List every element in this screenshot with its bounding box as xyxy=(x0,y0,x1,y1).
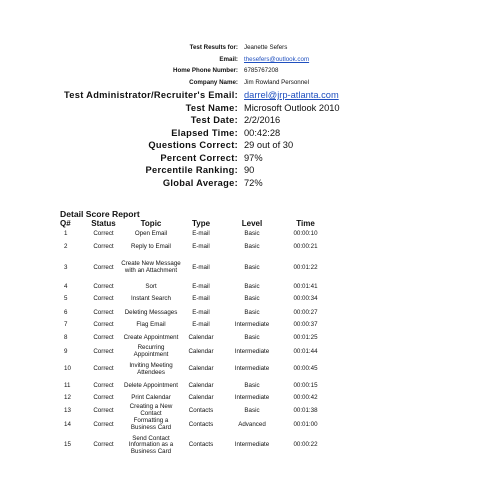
cell-type: Calendar xyxy=(188,394,214,402)
cell-q: 5 xyxy=(64,295,68,303)
table-row xyxy=(60,331,328,345)
summary-row xyxy=(0,115,495,128)
summary-label: Test Date: xyxy=(190,115,238,125)
cell-level: Intermediate xyxy=(234,394,270,402)
summary-row xyxy=(0,178,495,191)
summary-row xyxy=(0,90,495,103)
summary-value: 90 xyxy=(244,165,255,175)
cell-status: Correct xyxy=(93,308,114,316)
header-time: Time xyxy=(296,219,315,228)
table-row xyxy=(60,432,328,459)
summary-row xyxy=(0,103,495,116)
cell-status: Correct xyxy=(93,321,114,329)
table-row xyxy=(60,393,328,404)
cell-type: Calendar xyxy=(188,347,214,355)
cell-level: Basic xyxy=(244,295,260,303)
cell-status: Correct xyxy=(93,263,114,271)
summary-row xyxy=(0,44,495,56)
email-link[interactable]: thesefers@outlook.com xyxy=(244,55,310,63)
summary-value: 00:42:28 xyxy=(244,127,281,138)
table-row xyxy=(60,240,328,254)
cell-topic: Recurring Appointment xyxy=(133,344,169,358)
cell-q: 8 xyxy=(64,333,68,341)
cell-level: Basic xyxy=(244,283,260,291)
cell-time: 00:00:37 xyxy=(293,321,318,329)
summary-label: Test Results for: xyxy=(189,44,238,51)
cell-topic: Formatting a Business Card xyxy=(130,417,172,431)
summary-row xyxy=(0,140,495,153)
table-row xyxy=(60,418,328,432)
cell-time: 00:00:15 xyxy=(293,382,318,390)
cell-status: Correct xyxy=(93,441,114,449)
cell-topic: Print Calendar xyxy=(131,394,171,402)
header-status: Status xyxy=(91,219,116,228)
cell-status: Correct xyxy=(93,283,114,291)
summary-row xyxy=(0,128,495,141)
cell-time: 00:00:27 xyxy=(293,308,318,316)
summary-label: Global Average: xyxy=(162,177,238,188)
cell-level: Intermediate xyxy=(234,347,270,355)
detail-table-header xyxy=(60,218,328,229)
summary-row xyxy=(0,153,495,166)
table-row xyxy=(60,229,328,240)
cell-time: 00:01:41 xyxy=(293,283,318,291)
cell-status: Correct xyxy=(93,347,114,355)
header-type: Type xyxy=(191,219,211,228)
summary-value: 2/2/2016 xyxy=(244,115,281,125)
cell-q: 6 xyxy=(64,308,68,316)
cell-type: E-mail xyxy=(192,308,210,316)
cell-type: Calendar xyxy=(188,333,214,341)
cell-topic: Flag Email xyxy=(136,321,166,329)
cell-q: 9 xyxy=(64,347,68,355)
table-row xyxy=(60,254,328,282)
table-row xyxy=(60,380,328,393)
header-topic: Topic xyxy=(140,219,162,228)
cell-status: Correct xyxy=(93,365,114,373)
cell-type: Calendar xyxy=(188,382,214,390)
cell-topic: Create New Message with an Attachment xyxy=(121,260,181,274)
cell-time: 00:01:25 xyxy=(293,333,318,341)
summary-label: Questions Correct: xyxy=(148,140,238,150)
cell-type: E-mail xyxy=(192,321,210,329)
cell-q: 4 xyxy=(64,283,68,291)
cell-level: Intermediate xyxy=(234,365,270,373)
header-q: Q# xyxy=(60,219,71,228)
cell-level: Basic xyxy=(244,308,260,316)
table-row xyxy=(60,306,328,320)
header-level: Level xyxy=(241,219,263,228)
cell-topic: Delete Appointment xyxy=(123,382,178,390)
cell-time: 00:01:44 xyxy=(293,347,318,355)
cell-status: Correct xyxy=(93,295,114,303)
cell-level: Intermediate xyxy=(234,441,270,449)
cell-status: Correct xyxy=(93,230,114,238)
table-row xyxy=(60,404,328,418)
cell-type: Contacts xyxy=(188,406,214,414)
cell-time: 00:01:22 xyxy=(293,263,318,271)
cell-type: E-mail xyxy=(192,295,210,303)
cell-topic: Creating a New Contact xyxy=(129,403,173,417)
cell-status: Correct xyxy=(93,420,114,428)
cell-topic: Deleting Messages xyxy=(124,308,178,316)
summary-value: 29 out of 30 xyxy=(244,140,294,150)
cell-type: Contacts xyxy=(188,420,214,428)
table-row xyxy=(60,293,328,306)
cell-status: Correct xyxy=(93,242,114,250)
cell-time: 00:00:42 xyxy=(293,394,318,402)
cell-level: Intermediate xyxy=(234,321,270,329)
cell-q: 11 xyxy=(64,382,71,390)
cell-status: Correct xyxy=(93,394,114,402)
cell-time: 00:00:34 xyxy=(293,295,318,303)
summary-value: Microsoft Outlook 2010 xyxy=(244,102,340,113)
cell-level: Basic xyxy=(244,263,260,271)
cell-status: Correct xyxy=(93,382,114,390)
summary-label: Percentile Ranking: xyxy=(145,165,238,175)
cell-topic: Open Email xyxy=(134,230,168,238)
cell-q: 12 xyxy=(64,394,71,402)
cell-status: Correct xyxy=(93,406,114,414)
summary-label: Company Name: xyxy=(189,78,238,86)
cell-time: 00:01:00 xyxy=(293,420,318,428)
summary-value: Jim Rowland Personnel xyxy=(244,78,309,86)
cell-level: Basic xyxy=(244,333,260,341)
cell-q: 13 xyxy=(64,406,71,414)
summary-block xyxy=(0,44,495,190)
cell-topic: Instant Search xyxy=(131,295,171,303)
cell-type: E-mail xyxy=(192,230,210,238)
cell-q: 2 xyxy=(64,242,68,250)
cell-topic: Create Appointment xyxy=(123,333,179,341)
cell-time: 00:00:45 xyxy=(293,365,318,373)
cell-q: 7 xyxy=(64,321,68,329)
table-row xyxy=(60,359,328,380)
cell-topic: Reply to Email xyxy=(131,242,171,250)
cell-q: 14 xyxy=(64,420,71,428)
summary-label: Home Phone Number: xyxy=(173,67,238,74)
detail-score-table xyxy=(60,218,328,459)
summary-value: Jeanette Sefers xyxy=(244,44,288,51)
summary-value: 6785767208 xyxy=(244,67,279,74)
cell-time: 00:00:22 xyxy=(293,441,318,449)
summary-row xyxy=(0,67,495,79)
cell-type: E-mail xyxy=(192,283,210,291)
table-row xyxy=(60,282,328,293)
summary-row xyxy=(0,56,495,68)
detail-report-title: Detail Score Report xyxy=(60,209,140,219)
cell-time: 00:00:21 xyxy=(293,242,318,250)
cell-q: 10 xyxy=(64,365,71,373)
cell-time: 00:00:10 xyxy=(293,230,318,238)
summary-row xyxy=(0,165,495,178)
summary-value: 97% xyxy=(244,152,263,163)
summary-row xyxy=(0,79,495,91)
cell-type: Calendar xyxy=(188,365,214,373)
cell-topic: Send Contact Information as a Business Card xyxy=(128,434,174,455)
cell-level: Advanced xyxy=(238,420,266,428)
summary-value: 72% xyxy=(244,177,263,188)
cell-topic: Sort xyxy=(145,283,157,291)
cell-level: Basic xyxy=(244,406,260,414)
cell-q: 3 xyxy=(64,263,68,271)
cell-type: E-mail xyxy=(192,242,210,250)
summary-label: Email: xyxy=(219,55,238,63)
cell-level: Basic xyxy=(244,230,260,238)
table-row xyxy=(60,320,328,331)
table-row xyxy=(60,345,328,359)
summary-label: Test Name: xyxy=(185,102,238,113)
cell-level: Basic xyxy=(244,242,260,250)
email-link[interactable]: darrel@jrp-atlanta.com xyxy=(244,90,339,100)
cell-level: Basic xyxy=(244,382,260,390)
cell-status: Correct xyxy=(93,333,114,341)
cell-topic: Inviting Meeting Attendees xyxy=(129,361,173,376)
cell-q: 1 xyxy=(64,230,68,238)
cell-type: E-mail xyxy=(192,263,210,271)
summary-label: Test Administrator/Recruiter's Email: xyxy=(64,90,238,100)
cell-q: 15 xyxy=(64,441,71,449)
summary-label: Percent Correct: xyxy=(160,152,238,163)
summary-label: Elapsed Time: xyxy=(171,127,238,138)
cell-type: Contacts xyxy=(188,441,214,449)
cell-time: 00:01:38 xyxy=(293,406,318,414)
